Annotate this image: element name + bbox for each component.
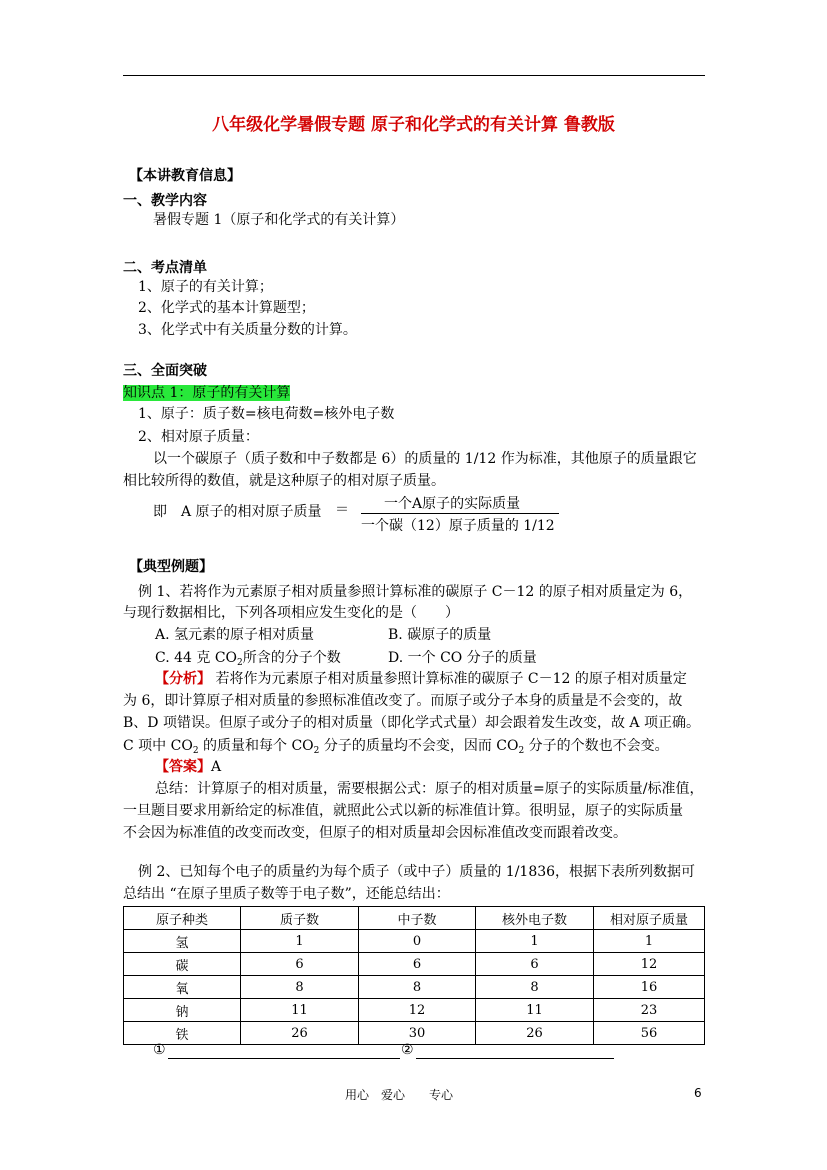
table-cell: 1 <box>594 930 705 953</box>
section-info-heading: 【本讲教育信息】 <box>129 168 241 184</box>
option-c: C. 44 克 $CO_2$所含的分子个数 <box>155 650 341 668</box>
table-row <box>124 999 705 1022</box>
blank-label-2: ② <box>401 1042 414 1058</box>
table-cell: 1 <box>241 930 359 953</box>
example2-text: 总结出 “在原子里质子数等于电子数”，还能总结出： <box>123 886 450 902</box>
table-header-cell: 质子数 <box>241 907 359 930</box>
table-cell: 氧 <box>124 976 241 999</box>
analysis-line: C 项中 $CO_2$ 的质量和每个 $CO_2$ 分子的质量均不会变，因而 $CO_2$ 分子的个数也不会变。 <box>123 738 669 756</box>
formula-lhs: 即 A 原子的相对原子质量 <box>153 504 322 520</box>
table-cell: 6 <box>241 953 359 976</box>
table-cell: 碳 <box>124 953 241 976</box>
formula-denominator: 一个碳（12）原子质量的 1/12 <box>361 518 555 534</box>
table-cell: 铁 <box>124 1022 241 1045</box>
option-a: A. 氢元素的原子相对质量 <box>155 627 315 643</box>
table-header-row <box>124 907 705 930</box>
footer-slogan: 用心 爱心 专心 <box>345 1088 454 1102</box>
table-cell: 26 <box>476 1022 594 1045</box>
knowledge-point-label: 知识点 1：原子的有关计算 <box>123 385 291 401</box>
page-title: 八年级化学暑假专题 原子和化学式的有关计算 鲁教版 <box>212 115 615 135</box>
relative-mass-heading: 2、相对原子质量： <box>138 429 259 445</box>
table-cell: 11 <box>476 999 594 1022</box>
table-row <box>124 976 705 999</box>
blank-label-1: ① <box>153 1042 166 1058</box>
table-header-cell: 原子种类 <box>124 907 241 930</box>
table-cell: 8 <box>359 976 476 999</box>
section2-item: 1、原子的有关计算； <box>138 279 273 295</box>
answer-blank-1 <box>168 1058 400 1059</box>
table-cell: 6 <box>476 953 594 976</box>
analysis-line: 为 6，即计算原子相对质量的参照标准值改变了。而原子或分子本身的质量是不会变的，故 <box>123 693 683 709</box>
table-cell: 6 <box>359 953 476 976</box>
formula-equals: ＝ <box>335 502 349 518</box>
table-header-cell: 相对原子质量 <box>594 907 705 930</box>
table-cell: 8 <box>241 976 359 999</box>
table-cell: 钠 <box>124 999 241 1022</box>
section2-heading: 二、考点清单 <box>123 260 207 276</box>
section1-content: 暑假专题 1（原子和化学式的有关计算） <box>153 212 405 228</box>
table-cell: 氢 <box>124 930 241 953</box>
atom-definition: 1、原子：质子数=核电荷数=核外电子数 <box>138 406 395 422</box>
table-cell: 23 <box>594 999 705 1022</box>
table-cell: 30 <box>359 1022 476 1045</box>
option-d: D. 一个 CO 分子的质量 <box>388 650 537 666</box>
table-header-cell: 核外电子数 <box>476 907 594 930</box>
table-cell: 8 <box>476 976 594 999</box>
page-number: 6 <box>694 1086 702 1100</box>
table-header-cell: 中子数 <box>359 907 476 930</box>
formula-numerator: 一个A原子的实际质量 <box>384 496 521 512</box>
table-cell: 1 <box>476 930 594 953</box>
summary-line: 总结：计算原子的相对质量，需要根据公式：原子的相对质量=原子的实际质量/标准值， <box>155 781 704 797</box>
header-rule <box>123 75 705 76</box>
analysis-line: 【分析】 若将作为元素原子相对质量参照计算标准的碳原子 C－12 的原子相对质量定 <box>155 671 687 687</box>
section2-item: 2、化学式的基本计算题型； <box>138 300 315 316</box>
table-row <box>124 930 705 953</box>
table-cell: 12 <box>594 953 705 976</box>
answer-tag: 【答案】 <box>155 759 211 775</box>
example1-text: 与现行数据相比，下列各项相应发生变化的是（ ） <box>123 605 459 621</box>
answer-blank-2 <box>416 1058 614 1059</box>
section2-item: 3、化学式中有关质量分数的计算。 <box>138 322 357 338</box>
relative-mass-text: 相比较所得的数值，就是这种原子的相对原子质量。 <box>123 473 445 489</box>
table-row <box>124 1022 705 1045</box>
answer-line: 【答案】A <box>155 759 222 775</box>
relative-mass-text: 以一个碳原子（质子数和中子数都是 6）的质量的 1/12 作为标准，其他原子的质量跟它 <box>153 451 697 467</box>
table-cell: 12 <box>359 999 476 1022</box>
table-row <box>124 953 705 976</box>
examples-heading: 【典型例题】 <box>129 559 213 575</box>
option-b: B. 碳原子的质量 <box>388 627 492 643</box>
fraction-bar <box>361 513 559 514</box>
summary-line: 一旦题目要求用新给定的标准值，就照此公式以新的标准值计算。很明显，原子的实际质量 <box>123 803 683 819</box>
atom-data-table <box>123 906 705 1045</box>
summary-line: 不会因为标准值的改变而改变，但原子的相对质量却会因标准值改变而跟着改变。 <box>123 825 627 841</box>
analysis-line: B、D 项错误。但原子或分子的相对质量（即化学式式量）却会跟着发生改变，故 A 项正确。 <box>123 715 700 731</box>
table-cell: 16 <box>594 976 705 999</box>
section3-heading: 三、全面突破 <box>123 363 207 379</box>
table-cell: 0 <box>359 930 476 953</box>
analysis-tag: 【分析】 <box>155 671 211 687</box>
example2-text: 例 2、已知每个电子的质量约为每个质子（或中子）质量的 1/1836，根据下表所列数据可 <box>138 864 696 880</box>
example1-text: 例 1、若将作为元素原子相对质量参照计算标准的碳原子 C－12 的原子相对质量定为 6， <box>138 584 693 600</box>
table-cell: 26 <box>241 1022 359 1045</box>
table-cell: 56 <box>594 1022 705 1045</box>
section1-heading: 一、教学内容 <box>123 193 207 209</box>
table-cell: 11 <box>241 999 359 1022</box>
